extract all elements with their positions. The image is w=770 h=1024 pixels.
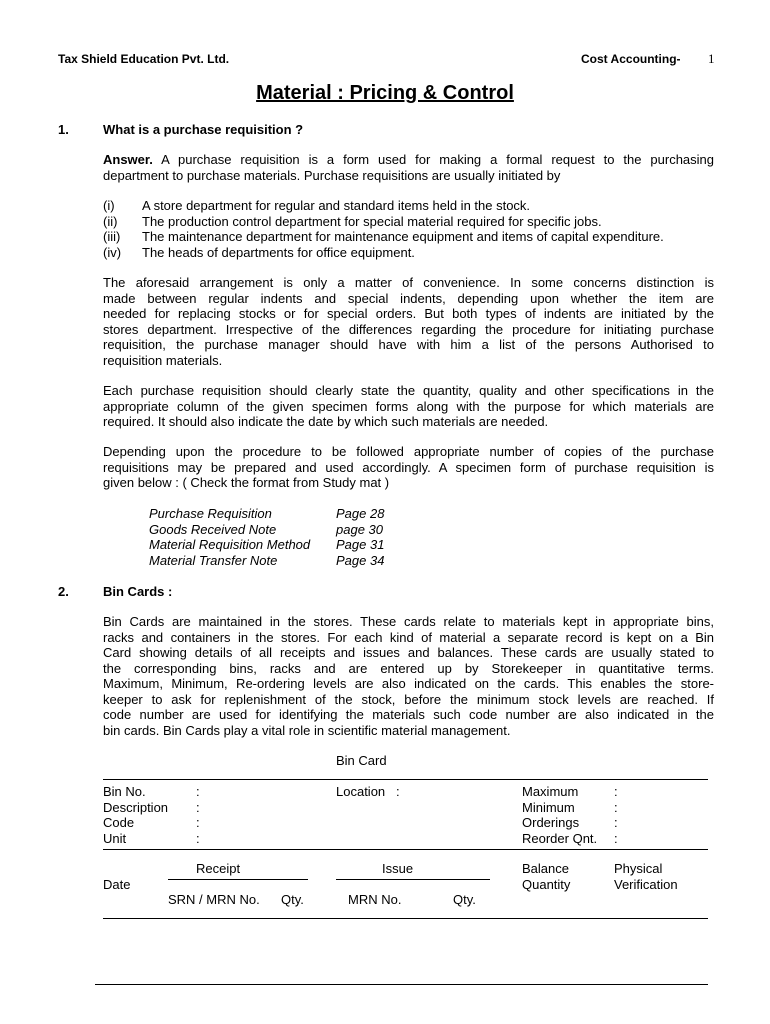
list-item-text: The maintenance department for maintenance equipment and items of capital expenditure. xyxy=(142,229,664,244)
bin-card-date-label: Date xyxy=(103,876,131,892)
receipt-underline xyxy=(168,879,308,880)
colon: : xyxy=(614,784,618,799)
receipt-srn-column: SRN / MRN No. xyxy=(168,892,260,907)
bin-card-level-label: Reorder Qnt. xyxy=(522,830,598,846)
colon: : xyxy=(614,799,618,815)
bin-card-physical-heading: Verification xyxy=(614,876,678,892)
colon: : xyxy=(614,830,618,846)
bin-card-physical-heading: Physical xyxy=(614,861,663,876)
paragraph-specifications: Each purchase requisition should clearly state the quantity, quality and other specifications in the appropriate column of the given specimen forms along with the purpose for which materials are required. It should also indicate the date by which such materials are needed. xyxy=(103,383,714,429)
question-1-title: What is a purchase requisition ? xyxy=(103,122,304,137)
list-item-text: The production control department for special material required for specific jobs. xyxy=(142,213,602,229)
bin-card-field-label: Description xyxy=(103,799,169,815)
bin-card-caption: Bin Card xyxy=(336,753,387,768)
list-item-number: (ii) xyxy=(103,213,118,229)
reference-name: Material Requisition Method xyxy=(149,537,311,552)
list-item-number: (iv) xyxy=(103,244,122,260)
reference-page: page 30 xyxy=(336,521,383,537)
answer-line: Answer. A purchase requisition is a form used for making a formal request to the purchasing xyxy=(103,152,715,167)
bin-card-field-label: Code xyxy=(103,815,135,830)
answer-paragraph xyxy=(103,152,714,183)
bin-card-level-label: Maximum xyxy=(522,784,579,799)
list-item-number: (i) xyxy=(103,198,115,213)
reference-page: Page 28 xyxy=(336,506,385,521)
list-item-text: A store department for regular and standard items held in the stock. xyxy=(142,198,531,213)
bin-card-receipt-heading: Receipt xyxy=(196,861,241,876)
answer-line: department to purchase materials. Purchase requisitions are usually initiated by xyxy=(103,167,561,183)
header-company: Tax Shield Education Pvt. Ltd. xyxy=(58,52,230,66)
receipt-qty-column: Qty. xyxy=(281,892,304,907)
paragraph-arrangement: The aforesaid arrangement is only a matter of convenience. In some concerns distinction is made between regular indents and special indents, depending upon whether the item are needed for replacing stocks or for special orders. But both types of indents are initiated by the stores department. Irrespective of the differences regarding the procedure for initiating purchase requisition, the purchase manager should have with him a list of the persons Authorised to requisition materials. xyxy=(103,275,714,368)
bin-card-middle-rule xyxy=(103,849,708,850)
colon: : xyxy=(196,799,200,815)
bin-card-field-label: Bin No. xyxy=(103,784,146,799)
bin-card-bottom-rule xyxy=(103,918,708,919)
issue-qty-column: Qty. xyxy=(453,892,476,907)
page-title: Material : Pricing & Control xyxy=(256,82,514,104)
list-item-number: (iii) xyxy=(103,229,121,244)
answer-label: Answer. xyxy=(103,152,153,167)
bin-card-location-label: Location xyxy=(336,784,386,799)
reference-name: Purchase Requisition xyxy=(149,506,272,521)
issue-underline xyxy=(336,879,490,880)
bin-card-level-label: Orderings xyxy=(522,815,580,830)
colon: : xyxy=(196,784,200,799)
bin-card-field-label: Unit xyxy=(103,830,127,846)
reference-name: Material Transfer Note xyxy=(149,552,278,568)
list-item-text: The heads of departments for office equipment. xyxy=(142,244,415,260)
bin-card-issue-heading: Issue xyxy=(382,861,414,876)
colon: : xyxy=(196,815,200,830)
question-1-number: 1. xyxy=(58,122,69,137)
header-subject: Cost Accounting- xyxy=(581,52,681,66)
colon: : xyxy=(396,784,400,799)
question-2-title: Bin Cards : xyxy=(103,584,173,599)
bin-card-balance-heading: Quantity xyxy=(522,876,571,892)
bin-card-balance-heading: Balance xyxy=(522,861,569,876)
page-number: 1 xyxy=(708,51,715,66)
paragraph-bin-cards: Bin Cards are maintained in the stores. These cards relate to materials kept in appropriate bins, racks and containers in the stores. For each kind of material a separate record is kept on a Bin Card showing details of all receipts and issues and balances. These cards are usually stated to the corresponding bins, racks and are entered up by Storekeeper in quantitative terms. Maximum, Minimum, Re-ordering levels are also indicated on the cards. This enables the store- keeper to ask for replenishment of the stock, before the minimum stock levels are reached. If code number are used for identifying the materials such code number are also indicated in the bin cards. Bin Cards play a vital role in scientific material management. xyxy=(103,614,714,738)
reference-name: Goods Received Note xyxy=(149,521,277,537)
issue-mrn-column: MRN No. xyxy=(348,892,402,907)
paragraph-procedure: Depending upon the procedure to be followed appropriate number of copies of the purchase requisitions may be prepared and used accordingly. A specimen form of purchase requisition is given below : ( Check the format from Study mat ) xyxy=(103,444,714,490)
colon: : xyxy=(614,815,618,830)
reference-page: Page 34 xyxy=(336,552,385,568)
question-2-number: 2. xyxy=(58,584,69,599)
reference-page: Page 31 xyxy=(336,537,385,552)
bin-card-top-rule xyxy=(103,779,708,780)
footer-rule xyxy=(95,984,708,985)
bin-card-level-label: Minimum xyxy=(522,799,575,815)
colon: : xyxy=(196,830,200,846)
